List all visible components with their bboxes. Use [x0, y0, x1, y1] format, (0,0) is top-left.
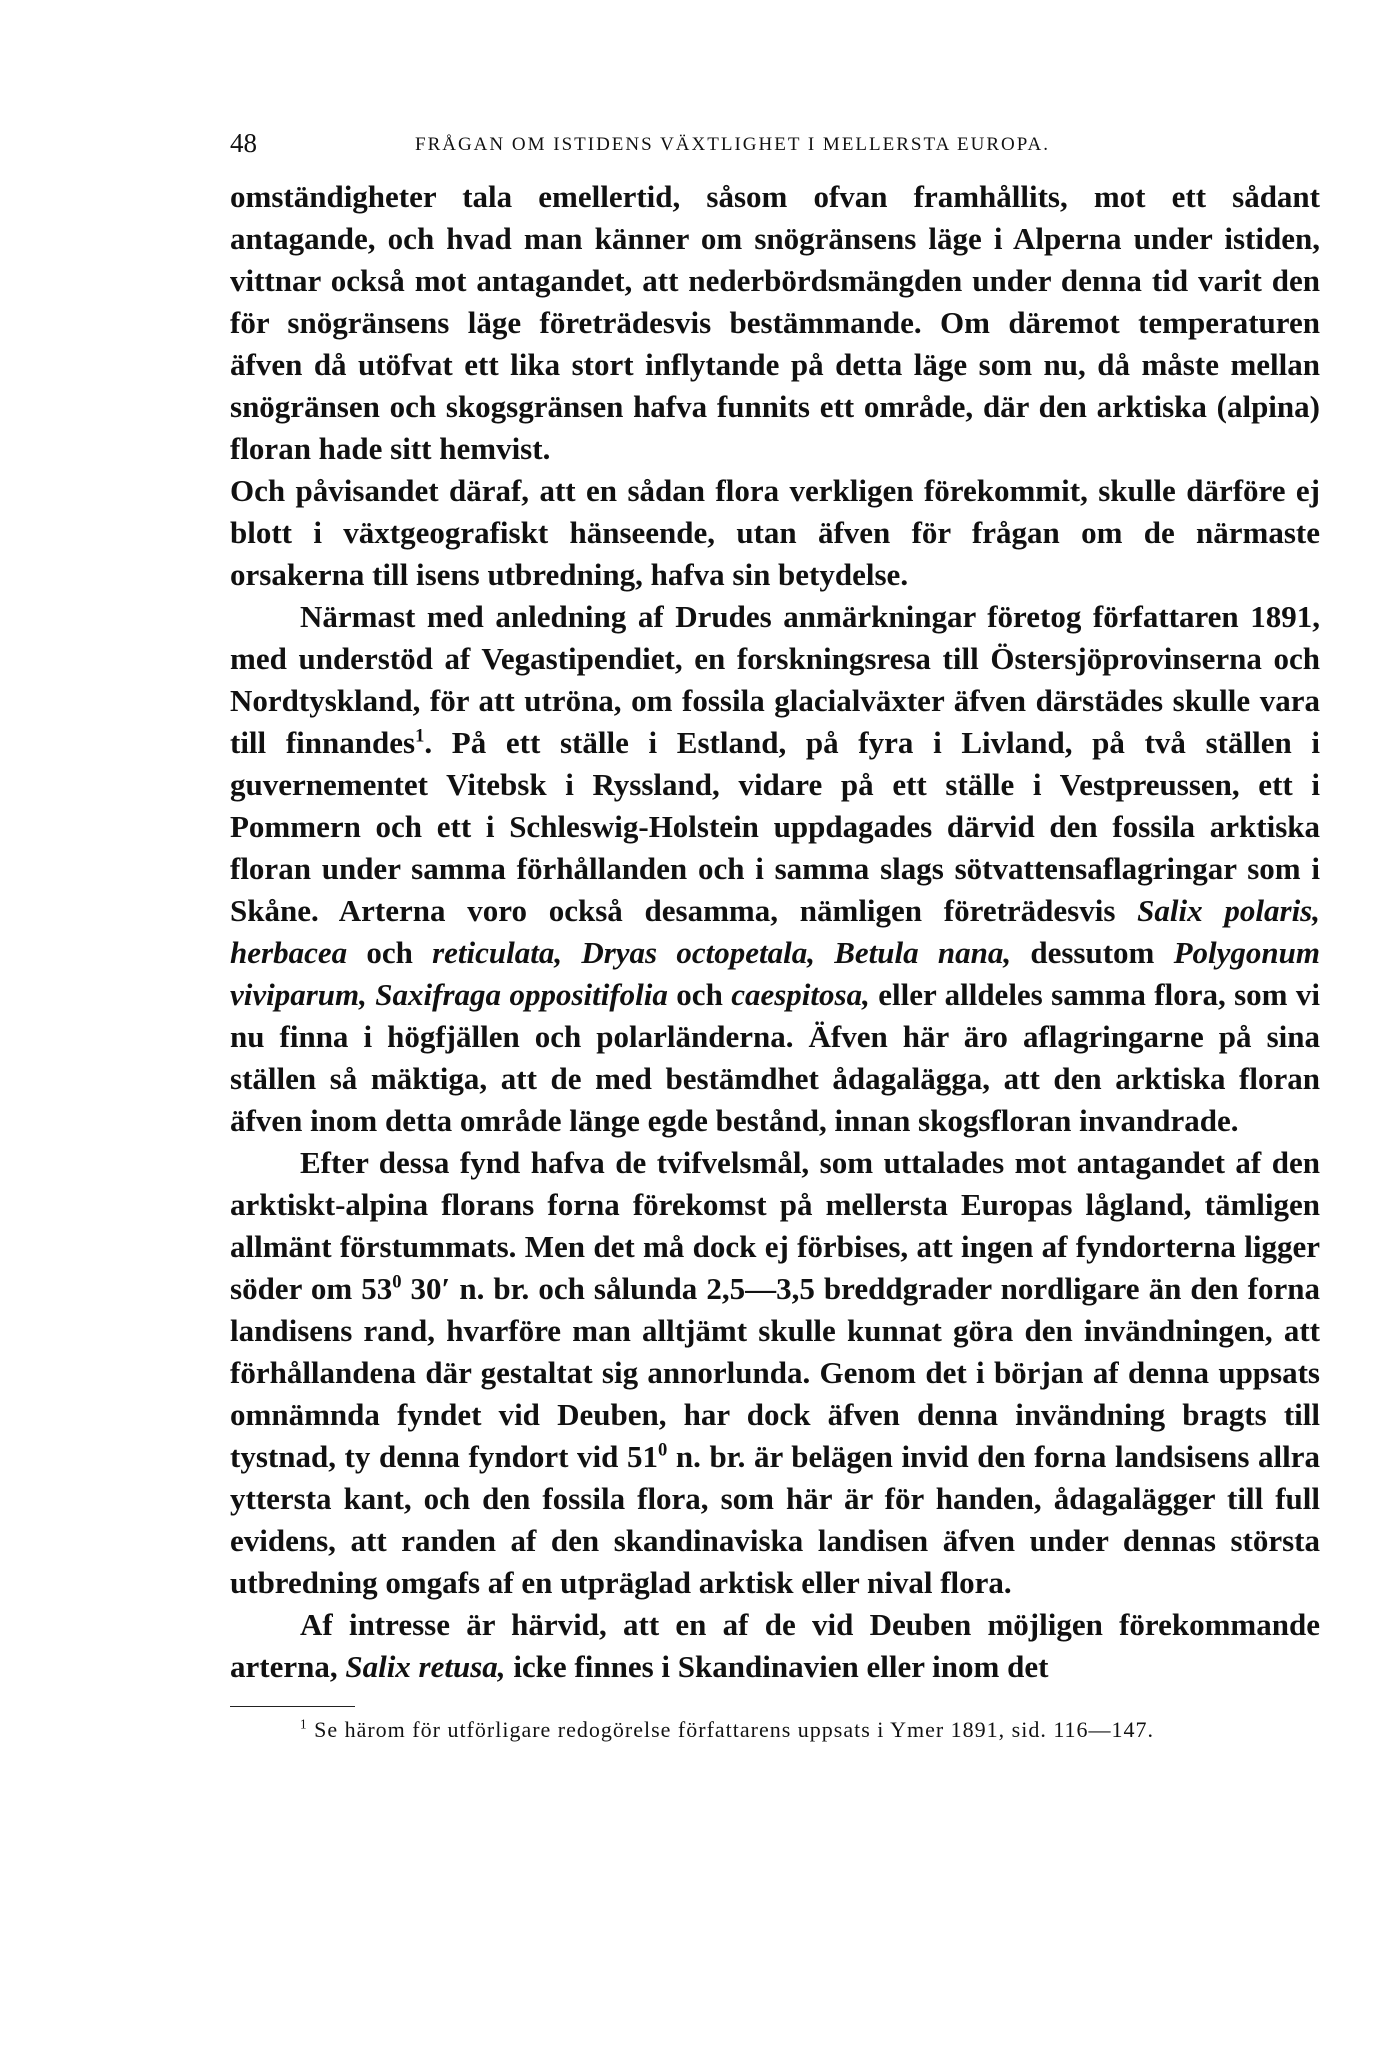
body-text [230, 176, 1320, 1688]
paragraph-2 [230, 596, 1320, 1142]
footnote-text: Se härom för utförligare redogörelse författarens uppsats i Ymer 1891, sid. 116—147. [307, 1717, 1155, 1742]
paragraph-4-text-b: icke finnes i Skandinavien eller inom det [505, 1649, 1049, 1684]
paragraph-2-text-b: . På ett ställe i Estland, på fyra i Livland, på två ställen i guvernementet Vitebsk i Ryssland, vidare på ett ställe i Vestpreussen, ett i Pommern och ett i Schleswig-Holstein uppdagades därvid den fossila arktiska floran under samma förhållanden och i samma slags sötvattensaflagringar som i Skåne. Arterna voro också desamma, nämligen företrädesvis [230, 725, 1320, 928]
book-page [230, 120, 1320, 1745]
species-salix-retusa: Salix retusa, [345, 1649, 506, 1684]
paragraph-3-text-b: 30′ n. br. och sålunda 2,5—3,5 breddgrader nordligare än den forna landisens rand, hvarföre man alltjämt skulle kunnat göra den invändningen, att förhållandena där gestaltat sig annorlunda. Genom det i början af denna uppsats omnämnda fyndet vid Deuben, har dock äfven denna invändning bragts till tystnad, ty denna fyndort vid 51 [230, 1271, 1320, 1474]
footnote-divider [230, 1706, 355, 1707]
paragraph-3-text-a: Efter dessa fynd hafva de tvifvelsmål, som uttalades mot antagandet af den arktiskt-alpina florans forna förekomst på mellersta Europas lågland, tämligen allmänt förstummats. Men det må dock ej förbises, att ingen af fyndorterna ligger söder om 53 [230, 1145, 1320, 1306]
paragraph-4-text-a: Af intresse är härvid, att en af de vid Deuben möjligen förekommande arterna, [230, 1607, 1320, 1684]
running-title: FRÅGAN OM ISTIDENS VÄXTLIGHET I MELLERSTA EUROPA. [415, 134, 1051, 155]
species-polygonum-saxifraga: Polygonum viviparum, Saxifraga oppositifolia [230, 935, 1320, 1012]
species-caespitosa: caespitosa, [731, 977, 870, 1012]
species-salix-polaris: Salix polaris, herbacea [230, 893, 1320, 970]
paragraph-2-text-c: och [347, 935, 433, 970]
footnote [230, 1715, 1320, 1745]
paragraph-2-text-a: Närmast med anledning af Drudes anmärkningar företog författaren 1891, med understöd af Vegastipendiet, en forskningsresa till Östersjöprovinserna och Nordtyskland, för att utröna, om fossila glacialväxter äfven därstädes skulle vara till finnandes [230, 599, 1320, 760]
footnote-marker: 1 [300, 1716, 308, 1732]
footnote-reference[interactable]: 1 [415, 725, 425, 747]
species-reticulata-dryas-betula: reticulata, Dryas octopetala, Betula nana, [432, 935, 1012, 970]
paragraph-4 [230, 1604, 1320, 1688]
paragraph-3 [230, 1142, 1320, 1604]
running-head [230, 120, 1320, 160]
degree-mark: 0 [392, 1271, 402, 1293]
paragraph-3-text-c: n. br. är belägen invid den forna landsisens allra yttersta kant, och den fossila flora, som här är för handen, ådagalägger till full evidens, att randen af den skandinaviska landisen äfven under dennas största utbredning omgafs af en utpräglad arktisk eller nival flora. [230, 1439, 1320, 1600]
paragraph-1-text-b: Och påvisandet däraf, att en sådan flora verkligen förekommit, skulle därföre ej blott i växtgeografiskt hänseende, utan äfven för frågan om de närmaste orsakerna till isens utbredning, hafva sin betydelse. [230, 473, 1320, 592]
footnote-marker-wrap [230, 1717, 308, 1742]
paragraph-2-text-d: dessutom [1011, 935, 1174, 970]
degree-mark: 0 [657, 1439, 668, 1461]
paragraph-2-text-f: eller alldeles samma flora, som vi nu finna i högfjällen och polarländerna. Äfven här äro aflagringarne på sina ställen så mäktiga, att de med bestämdhet ådagalägga, att den arktiska floran äfven inom detta område länge egde bestånd, innan skogsfloran invandrade. [230, 977, 1321, 1138]
paragraph-1 [230, 176, 1320, 596]
page-number: 48 [230, 128, 257, 158]
paragraph-1-text-a: omständigheter tala emellertid, såsom ofvan framhållits, mot ett sådant antagande, och hvad man känner om snögränsens läge i Alperna under istiden, vittnar också mot antagandet, att nederbördsmängden under denna tid varit den för snögränsens läge företrädesvis bestämmande. Om däremot temperaturen äfven då utöfvat ett lika stort inflytande på detta läge som nu, då måste mellan snögränsen och skogsgränsen hafva funnits ett område, där den arktiska (alpina) floran hade sitt hemvist. [230, 179, 1320, 466]
paragraph-2-text-e: och [667, 977, 732, 1012]
